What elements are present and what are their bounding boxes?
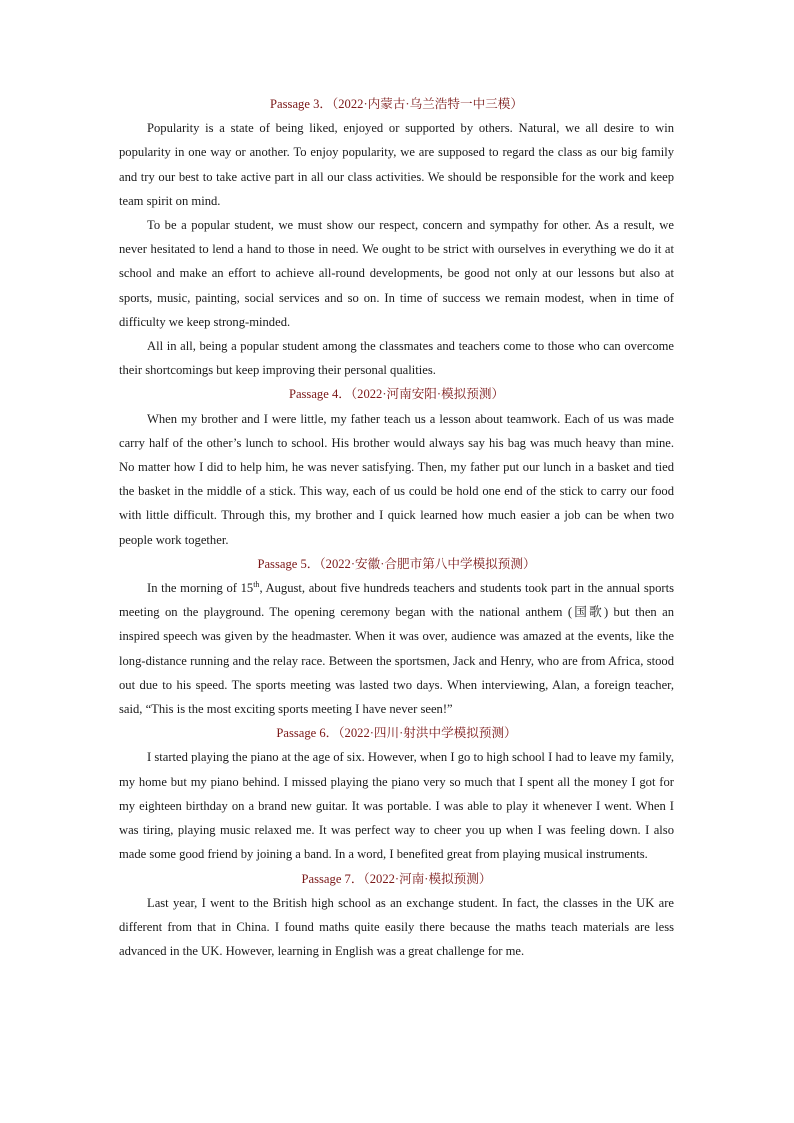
passage-4 (119, 382, 674, 551)
passage-3-heading: Passage 3．（2022·内蒙古·乌兰浩特一中三模） (270, 97, 523, 111)
passage-3-paragraph-3: All in all, being a popular student among the classmates and teachers come to those who can overcome their shortcomings but keep improving their personal qualities. (119, 339, 674, 378)
passage-6-heading: Passage 6．（2022·四川·射洪中学模拟预测） (276, 726, 517, 741)
passage-7-paragraph-1: Last year, I went to the British high school as an exchange student. In fact, the classes in the UK are different from that in China. I found maths quite easily there because the maths teach materials are less advanced in the UK. However, learning in English was a great challenge for me. (119, 895, 674, 959)
passage-4-heading: Passage 4．（2022·河南安阳·模拟预测） (288, 387, 505, 402)
passage-6-paragraph-1: I started playing the piano at the age of six. However, when I go to high school I had to leave my family, my home but my piano behind. I missed playing the piano very so much that I spent all the money I got for my eighteen birthday on a brand new guitar. It was portable. I was able to play it whenever I went. When I was tiring, playing music relaxed me. It was perfect way to cheer you up when I was feeling down. I also made some good friend by joining a band. In a word, I benefited great from playing musical instruments. (119, 750, 674, 862)
passage-5-paragraph-1 (119, 576, 674, 721)
document-page (119, 92, 674, 963)
passage-5-text-start: In the morning of 15 (147, 581, 254, 596)
ordinal-suffix: th (253, 579, 260, 589)
passage-4-paragraph-1: When my brother and I were little, my father teach us a lesson about teamwork. Each of us was made carry half of the other’s lunch to school. His brother would always say his bag was much heavy than mine. No matter how I did to help him, he was never satisfying. Then, my father put our lunch in a basket and tied the basket in the middle of a stick. This way, each of us could be hold one end of the stick to carry our food with little difficult. Through this, my brother and I quick learned how much easier a job can be when two people work together. (119, 411, 674, 547)
passage-3 (119, 92, 674, 382)
passage-5-heading: Passage 5．（2022·安徽·合肥市第八中学模拟预测） (257, 556, 536, 571)
passage-3-paragraph-1: Popularity is a state of being liked, enjoyed or supported by others. Natural, we all desire to win popularity in one way or another. To enjoy popularity, we are supposed to regard the class as our big family and try our best to take active part in all our class activities. We should be responsible for the work and keep team spirit on mind. (119, 121, 674, 208)
passage-5 (119, 552, 674, 721)
passage-3-paragraph-2: To be a popular student, we must show our respect, concern and sympathy for other. As a result, we never hesitated to lend a hand to those in need. We ought to be strict with ourselves in everything we do it at school and make an effort to achieve all-round developments, be good not only at our lessons but also at sports, music, painting, social services and so on. In time of success we remain modest, when in time of difficulty we keep strong-minded. (119, 218, 674, 329)
passage-5-text-rest: , August, about five hundreds teachers and students took part in the annual sports meeting on the playground. The opening ceremony began with the national anthem (国歌) but then an inspired speech was given by the headmaster. When it was over, audience was amazed at the events, like the long-distance running and the relay race. Between the sportsmen, Jack and Henry, who are from Africa, stood out due to his speed. The sports meeting was lasted two days. When interviewing, Alan, a foreign teacher, said, “This is the most exciting sports meeting I have never seen!” (119, 581, 674, 717)
passage-7-heading: Passage 7．（2022·河南·模拟预测） (301, 871, 492, 886)
passage-6 (119, 721, 674, 866)
passage-7 (119, 867, 674, 964)
